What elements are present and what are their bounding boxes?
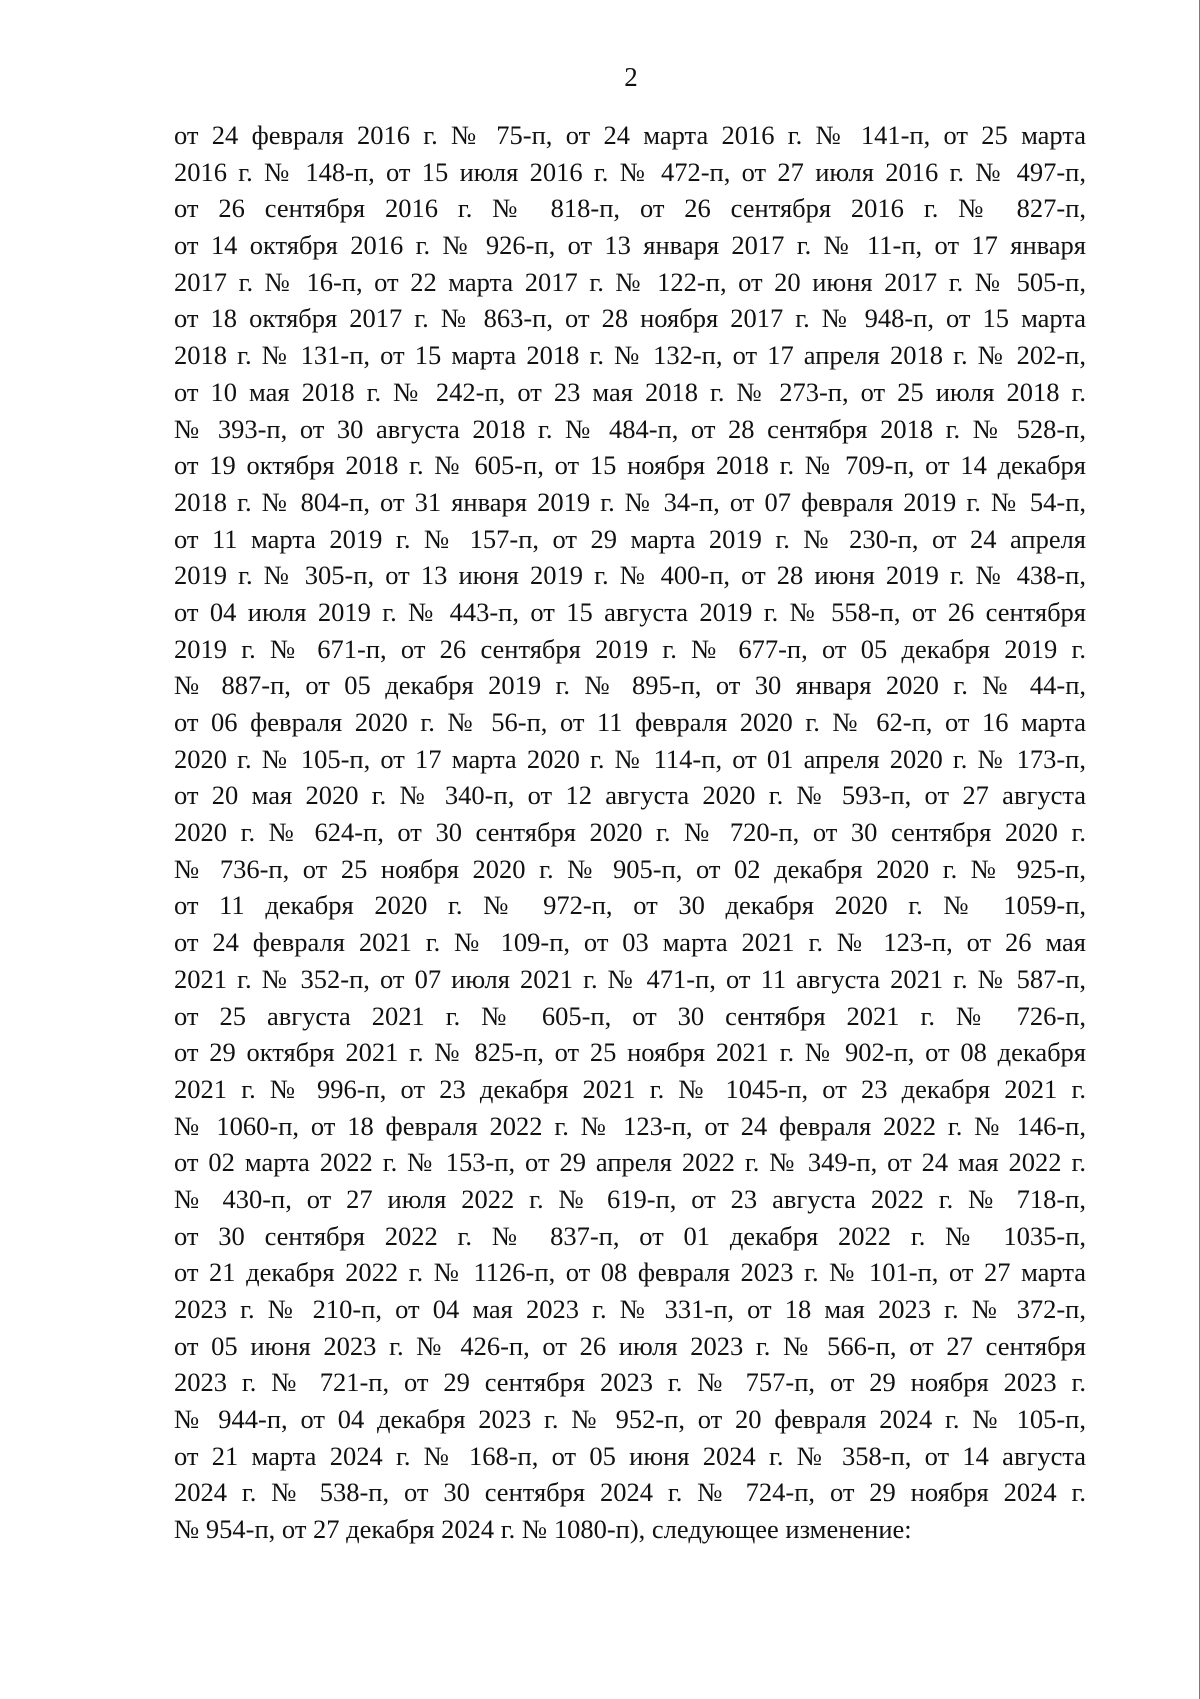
- text-line: 2018 г. № 131-п, от 15 марта 2018 г. № 132-п, от 17 апреля 2018 г. № 202-п,: [174, 340, 1086, 371]
- text-line: 2018 г. № 804-п, от 31 января 2019 г. № 34-п, от 07 февраля 2019 г. № 54-п,: [174, 486, 1086, 517]
- text-line: 2023 г. № 210-п, от 04 мая 2023 г. № 331-п, от 18 мая 2023 г. № 372-п,: [174, 1294, 1086, 1324]
- text-line: № 430-п, от 27 июля 2022 г. № 619-п, от 23 августа 2022 г. № 718-п,: [174, 1183, 1086, 1214]
- text-line: 2024 г. № 538-п, от 30 сентября 2024 г. № 724-п, от 29 ноября 2024 г.: [174, 1477, 1086, 1508]
- text-line: от 29 октября 2021 г. № 825-п, от 25 ноября 2021 г. № 902-п, от 08 декабря: [174, 1037, 1086, 1068]
- text-line: от 05 июня 2023 г. № 426-п, от 26 июля 2023 г. № 566-п, от 27 сентября: [174, 1330, 1086, 1361]
- text-line: от 20 мая 2020 г. № 340-п, от 12 августа 2020 г. № 593-п, от 27 августа: [174, 780, 1086, 811]
- text-line: от 11 марта 2019 г. № 157-п, от 29 марта 2019 г. № 230-п, от 24 апреля: [174, 523, 1086, 554]
- text-line: от 24 февраля 2016 г. № 75-п, от 24 марта 2016 г. № 141-п, от 25 марта: [174, 120, 1086, 150]
- text-line: от 19 октября 2018 г. № 605-п, от 15 ноября 2018 г. № 709-п, от 14 декабря: [174, 450, 1086, 481]
- text-line: 2020 г. № 105-п, от 17 марта 2020 г. № 114-п, от 01 апреля 2020 г. № 173-п,: [174, 743, 1086, 774]
- text-line: от 25 августа 2021 г. № 605-п, от 30 сентября 2021 г. № 726-п,: [174, 1000, 1086, 1031]
- text-line: 2021 г. № 996-п, от 23 декабря 2021 г. № 1045-п, от 23 декабря 2021 г.: [174, 1073, 1086, 1104]
- page-number: 2: [624, 62, 638, 92]
- text-line: от 11 декабря 2020 г. № 972-п, от 30 декабря 2020 г. № 1059-п,: [174, 890, 1086, 921]
- text-line: от 06 февраля 2020 г. № 56-п, от 11 февраля 2020 г. № 62-п, от 16 марта: [174, 707, 1086, 737]
- text-line: № 736-п, от 25 ноября 2020 г. № 905-п, от 02 декабря 2020 г. № 925-п,: [174, 853, 1086, 884]
- text-line: 2023 г. № 721-п, от 29 сентября 2023 г. № 757-п, от 29 ноября 2023 г.: [174, 1367, 1086, 1398]
- text-line: № 393-п, от 30 августа 2018 г. № 484-п, от 28 сентября 2018 г. № 528-п,: [174, 413, 1086, 444]
- text-line: 2019 г. № 305-п, от 13 июня 2019 г. № 400-п, от 28 июня 2019 г. № 438-п,: [174, 560, 1086, 591]
- text-line: от 18 октября 2017 г. № 863-п, от 28 ноября 2017 г. № 948-п, от 15 марта: [174, 303, 1086, 334]
- text-line: № 954-п, от 27 декабря 2024 г. № 1080-п), следующее изменение:: [174, 1514, 912, 1545]
- text-line: № 887-п, от 05 декабря 2019 г. № 895-п, от 30 января 2020 г. № 44-п,: [174, 670, 1086, 701]
- text-line: № 944-п, от 04 декабря 2023 г. № 952-п, от 20 февраля 2024 г. № 105-п,: [174, 1404, 1086, 1435]
- text-line: 2016 г. № 148-п, от 15 июля 2016 г. № 472-п, от 27 июля 2016 г. № 497-п,: [174, 156, 1086, 187]
- text-line: от 24 февраля 2021 г. № 109-п, от 03 марта 2021 г. № 123-п, от 26 мая: [174, 927, 1086, 958]
- text-line: 2020 г. № 624-п, от 30 сентября 2020 г. № 720-п, от 30 сентября 2020 г.: [174, 817, 1086, 848]
- text-line: от 02 марта 2022 г. № 153-п, от 29 апреля 2022 г. № 349-п, от 24 мая 2022 г.: [174, 1147, 1086, 1178]
- text-line: от 21 марта 2024 г. № 168-п, от 05 июня 2024 г. № 358-п, от 14 августа: [174, 1440, 1086, 1471]
- text-line: 2019 г. № 671-п, от 26 сентября 2019 г. № 677-п, от 05 декабря 2019 г.: [174, 633, 1086, 664]
- body-paragraph: [174, 117, 1086, 1548]
- text-line: № 1060-п, от 18 февраля 2022 г. № 123-п, от 24 февраля 2022 г. № 146-п,: [174, 1110, 1086, 1141]
- text-line: от 14 октября 2016 г. № 926-п, от 13 января 2017 г. № 11-п, от 17 января: [174, 230, 1086, 261]
- text-line: от 21 декабря 2022 г. № 1126-п, от 08 февраля 2023 г. № 101-п, от 27 марта: [174, 1257, 1086, 1288]
- text-line: 2021 г. № 352-п, от 07 июля 2021 г. № 471-п, от 11 августа 2021 г. № 587-п,: [174, 963, 1086, 994]
- text-line: 2017 г. № 16-п, от 22 марта 2017 г. № 122-п, от 20 июня 2017 г. № 505-п,: [174, 266, 1086, 297]
- text-line: от 30 сентября 2022 г. № 837-п, от 01 декабря 2022 г. № 1035-п,: [174, 1220, 1086, 1251]
- text-line: от 10 мая 2018 г. № 242-п, от 23 мая 2018 г. № 273-п, от 25 июля 2018 г.: [174, 376, 1086, 407]
- text-line: от 26 сентября 2016 г. № 818-п, от 26 сентября 2016 г. № 827-п,: [174, 193, 1086, 224]
- text-line: от 04 июля 2019 г. № 443-п, от 15 августа 2019 г. № 558-п, от 26 сентября: [174, 596, 1086, 627]
